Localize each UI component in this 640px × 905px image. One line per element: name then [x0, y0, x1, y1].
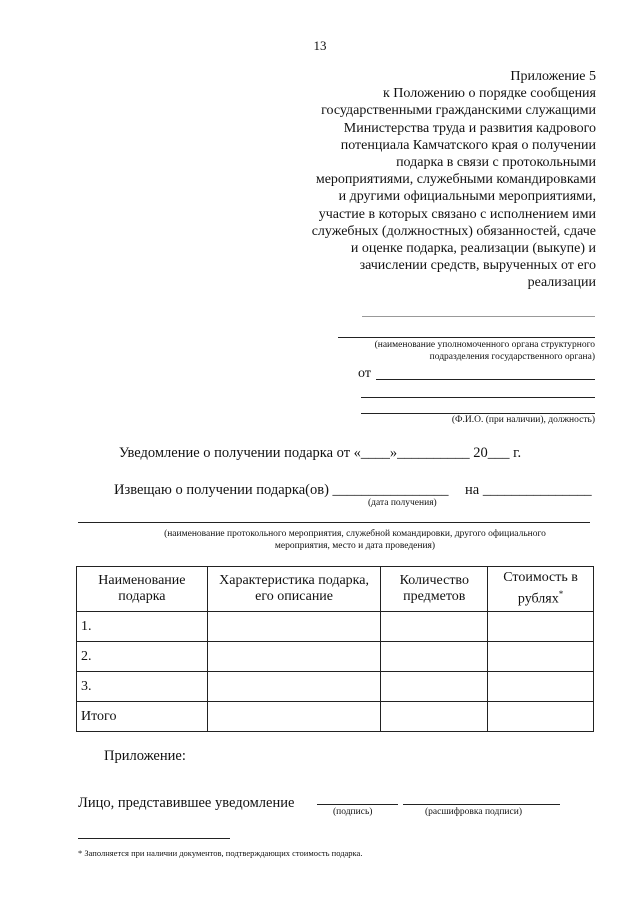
person-label: Лицо, представившее уведомление [78, 795, 295, 811]
table-cell[interactable] [207, 672, 381, 702]
appendix-label: Приложение: [104, 748, 186, 764]
inform-na: на _______________ [465, 482, 592, 498]
fio-caption: (Ф.И.О. (при наличии), должность) [451, 415, 595, 425]
appendix-line: и оценке подарка, реализации (выкупе) и [350, 241, 596, 257]
table-cell[interactable] [207, 612, 381, 642]
table-cell[interactable] [381, 642, 488, 672]
from-fill-line-2[interactable] [361, 397, 595, 398]
footnote-mark: * [558, 589, 564, 600]
inform-text: Извещаю о получении подарка(ов) ________________ [114, 482, 449, 498]
from-fill-line-1[interactable] [376, 379, 595, 380]
header-gift-description: Характеристика подарка, его описание [207, 567, 381, 612]
row-label: 3. [77, 672, 208, 702]
date-caption: (дата получения) [368, 498, 437, 508]
footnote-divider [78, 838, 230, 839]
table-cell[interactable] [381, 702, 488, 732]
appendix-line: реализации [527, 275, 596, 291]
appendix-line: Министерства труда и развития кадрового [343, 120, 596, 136]
row-label: Итого [77, 702, 208, 732]
table-cell[interactable] [488, 642, 594, 672]
appendix-line: и другими официальными мероприятиями, [338, 189, 596, 205]
header-gift-name: Наименование подарка [77, 567, 208, 612]
org-fill-line-2[interactable] [338, 337, 595, 338]
appendix-line: к Положению о порядке сообщения [383, 86, 596, 102]
table-header-row [77, 567, 594, 612]
header-cost: Стоимость в рублях* [488, 567, 594, 612]
org-fill-line-1[interactable] [362, 316, 595, 317]
table-cell[interactable] [207, 702, 381, 732]
appendix-line: государственными гражданскими служащими [321, 103, 596, 119]
table-cell[interactable] [488, 702, 594, 732]
decoding-line[interactable] [403, 804, 560, 805]
table-row [77, 612, 594, 642]
table-row [77, 642, 594, 672]
appendix-header [266, 68, 596, 292]
row-label: 1. [77, 612, 208, 642]
table-row [77, 672, 594, 702]
gifts-table [76, 566, 594, 732]
signature-caption: (подпись) [333, 807, 373, 817]
event-fill-line[interactable] [78, 522, 590, 523]
appendix-line: мероприятиями, служебными командировками [315, 172, 596, 188]
table-row [77, 702, 594, 732]
appendix-line: служебных (должностных) обязанностей, сдаче [311, 223, 596, 239]
footnote: * Заполняется при наличии документов, подтверждающих стоимость подарка. [78, 848, 363, 858]
appendix-line: участие в которых связано с исполнением ими [318, 206, 596, 222]
appendix-line: потенциала Камчатского края о получении [340, 137, 596, 153]
appendix-line: Приложение 5 [510, 69, 596, 84]
event-caption: (наименование протокольного мероприятия, служебной командировки, другого официального мероприятия, место и дата проведения) [164, 529, 546, 551]
table-cell[interactable] [207, 642, 381, 672]
from-label: от [358, 366, 371, 381]
page-number: 13 [313, 38, 327, 53]
row-label: 2. [77, 642, 208, 672]
table-cell[interactable] [488, 612, 594, 642]
appendix-line: зачислении средств, вырученных от его [359, 258, 596, 274]
table-cell[interactable] [488, 672, 594, 702]
org-caption: (наименование уполномоченного органа структурного подразделения государственного органа) [374, 340, 595, 362]
notice-title: Уведомление о получении подарка от «____»__________ 20___ г. [118, 445, 522, 461]
signature-line[interactable] [317, 804, 398, 805]
table-cell[interactable] [381, 672, 488, 702]
appendix-line: подарка в связи с протокольными [396, 155, 596, 171]
decoding-caption: (расшифровка подписи) [425, 807, 522, 817]
header-quantity: Количество предметов [381, 567, 488, 612]
table-cell[interactable] [381, 612, 488, 642]
